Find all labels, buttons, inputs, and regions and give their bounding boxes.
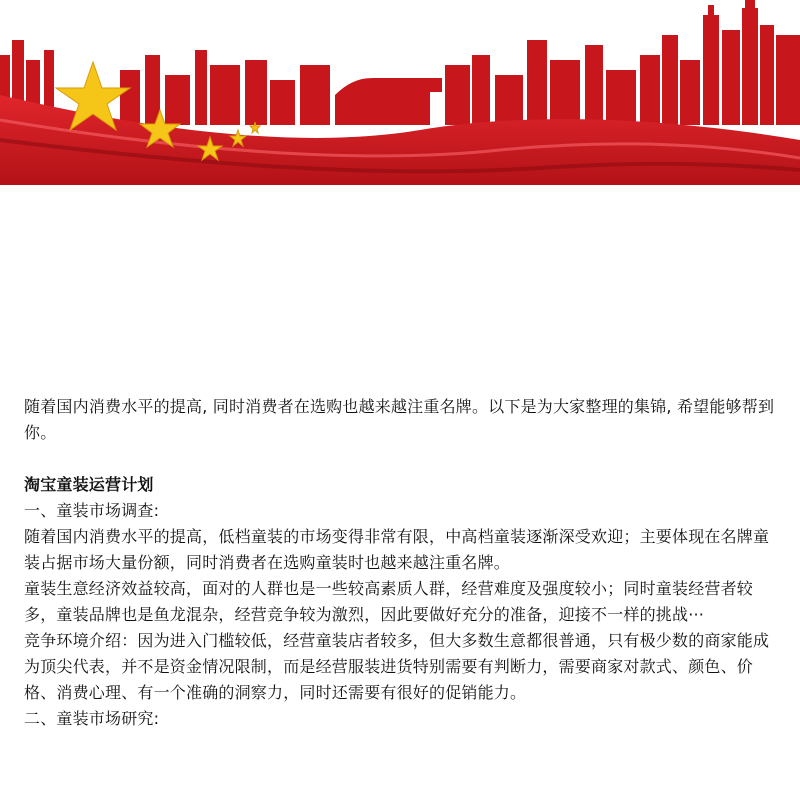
header-banner [0, 0, 800, 185]
article-body [24, 394, 784, 732]
section-heading: 二、童装市场研究: [24, 709, 160, 728]
intro-text: 随着国内消费水平的提高, 同时消费者在选购也越来越注重名牌。以下是为大家整理的集锦, 希望能够帮到你。 [24, 397, 775, 442]
paragraph: 童装生意经济效益较高，面对的人群也是一些较高素质人群，经营难度及强度较小；同时童装经营者较多，童装品牌也是鱼龙混杂，经营竞争较为激烈，因此要做好充分的准备，迎接不一样的挑战··· [24, 579, 754, 624]
city-skyline [0, 0, 800, 125]
skyline-banner-icon [0, 0, 800, 185]
paragraph: 竞争环境介绍：因为进入门槛较低，经营童装店者较多，但大多数生意都很普通，只有极少数的商家能成为顶尖代表，并不是资金情况限制，而是经营服装进货特别需要有判断力，需要商家对款式、颜色、价格、消费心理、有一个准确的洞察力，同时还需要有很好的促销能力。 [24, 631, 770, 702]
article-title: 淘宝童装运营计划 [24, 475, 154, 494]
paragraph: 随着国内消费水平的提高，低档童装的市场变得非常有限，中高档童装逐渐深受欢迎；主要体现在名牌童装占据市场大量份额，同时消费者在选购童装时也越来越注重名牌。 [24, 527, 770, 572]
section-heading: 一、童装市场调查: [24, 501, 160, 520]
